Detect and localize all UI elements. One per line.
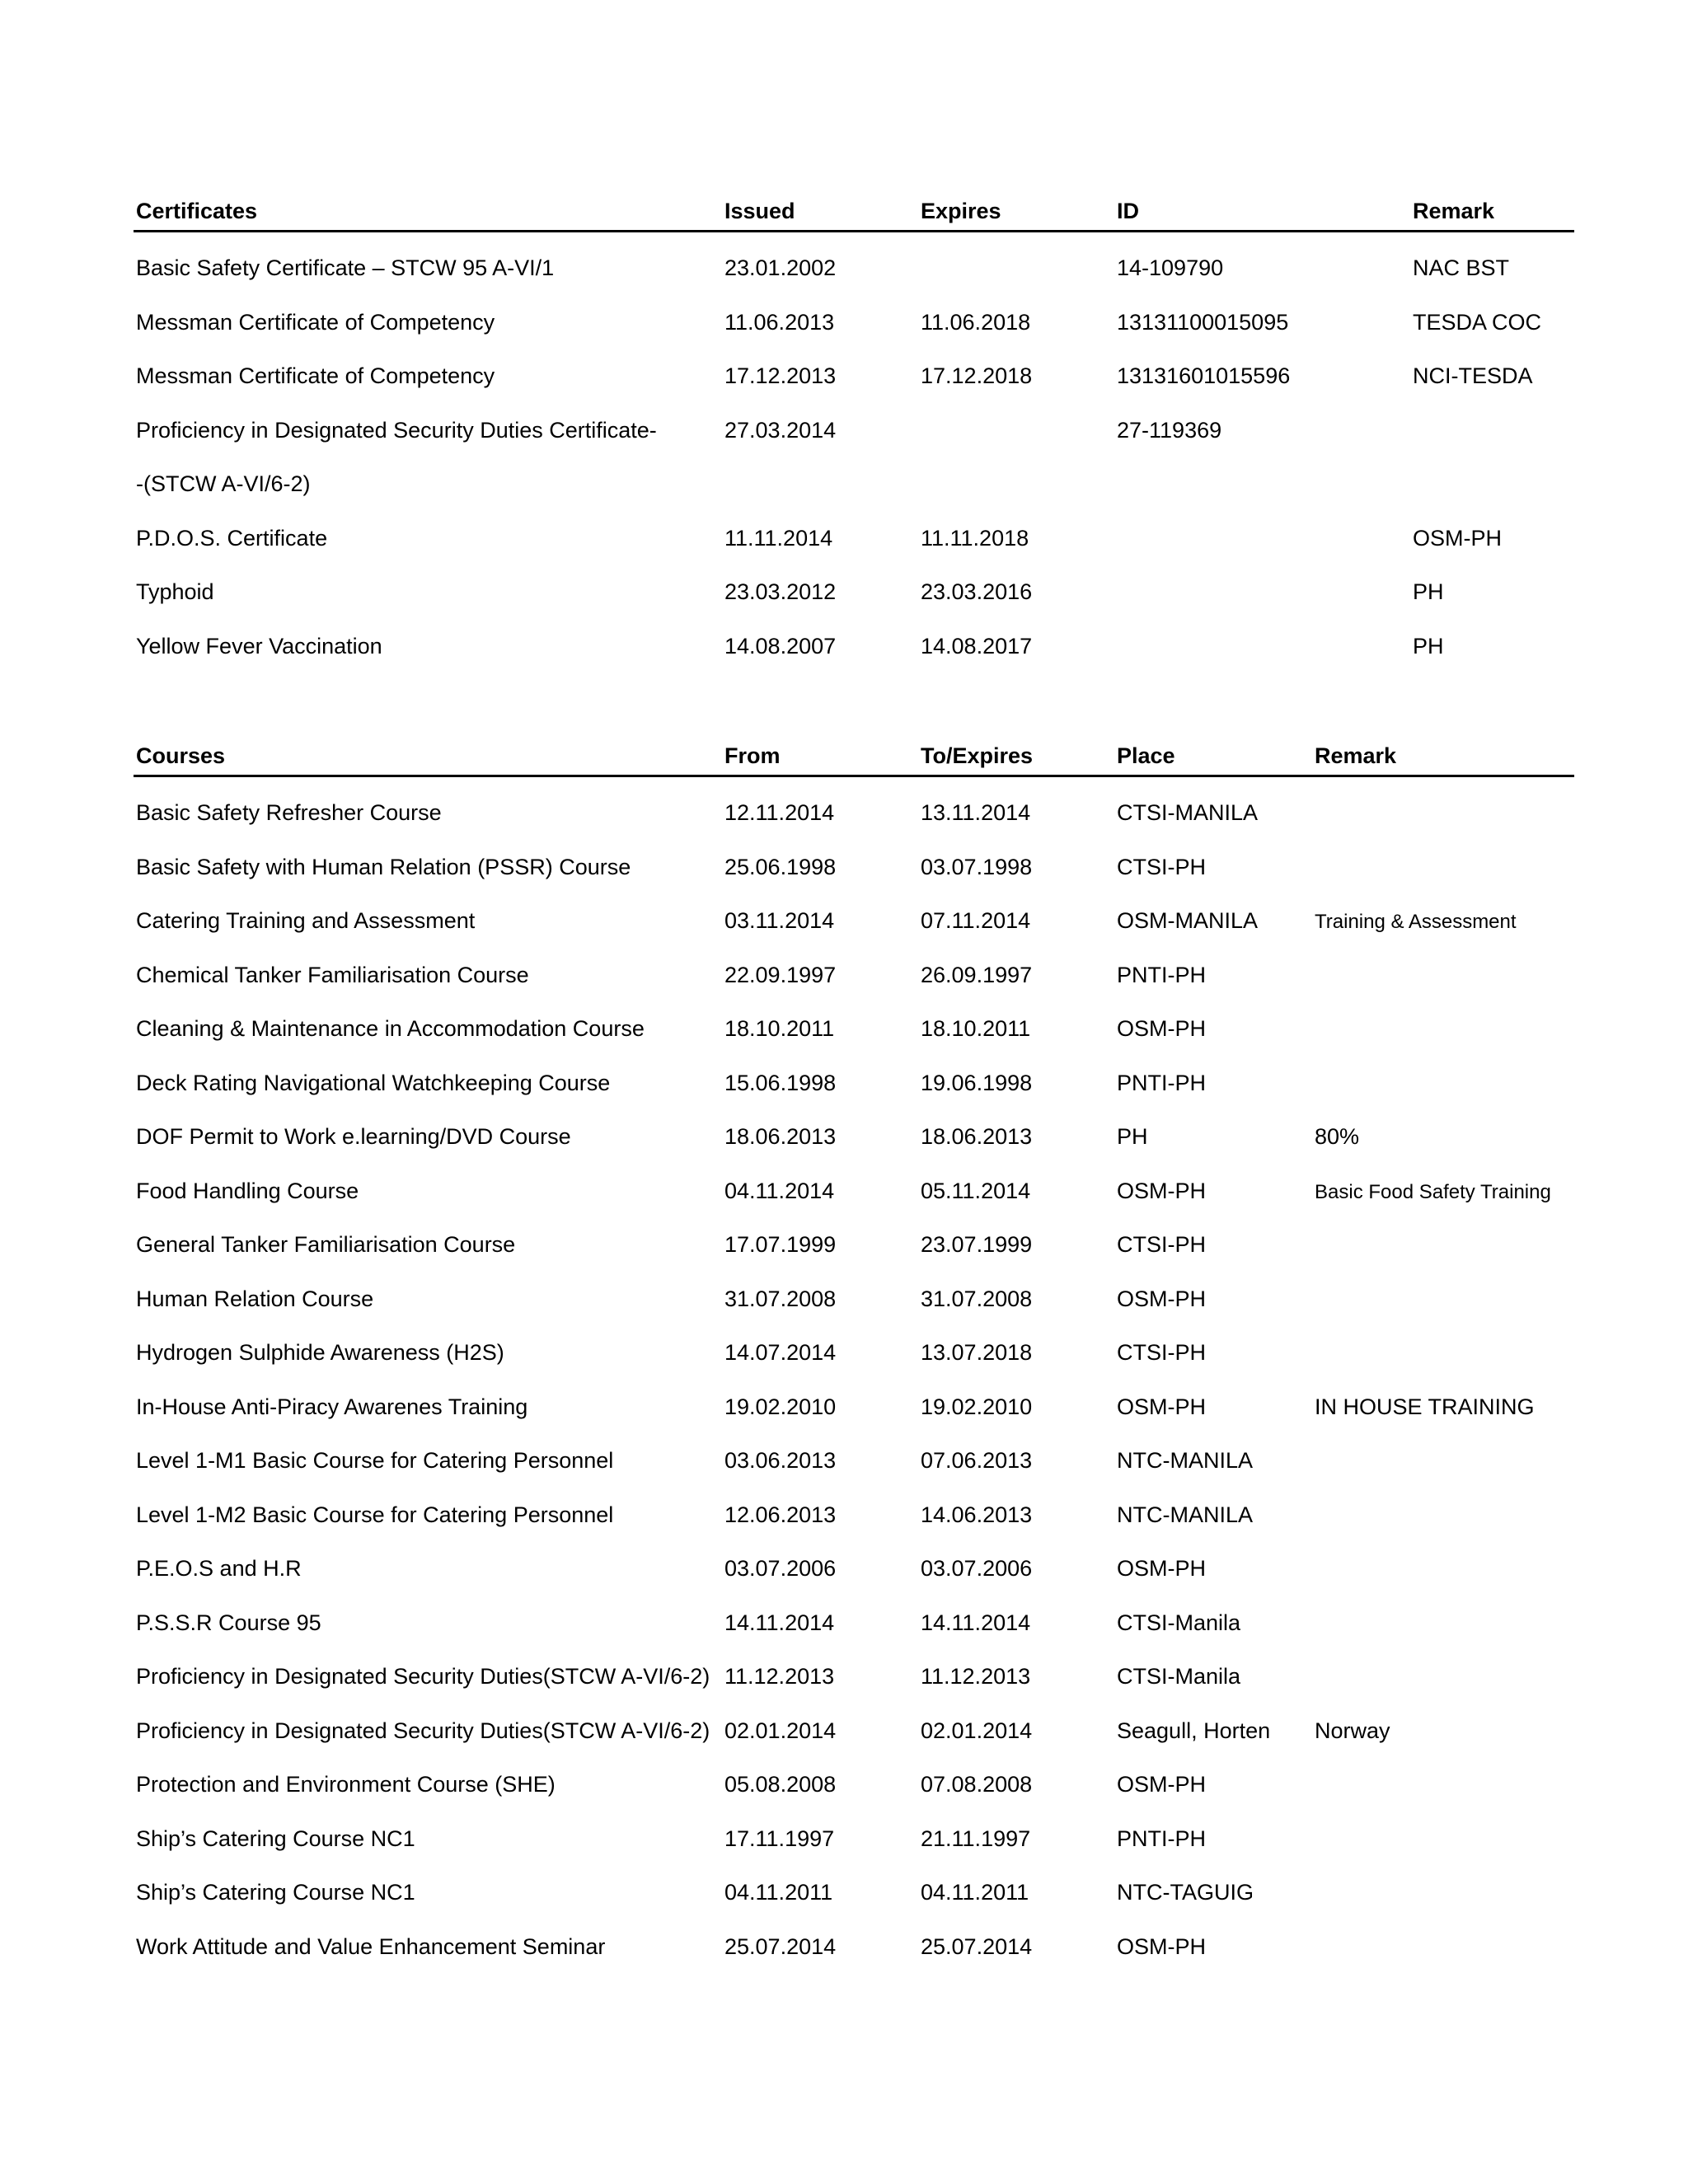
place: CTSI-PH (1117, 1232, 1206, 1257)
to-expires-date: 21.11.1997 (921, 1825, 1031, 1851)
course-name: P.S.S.R Course 95 (136, 1610, 321, 1635)
courses-table (134, 736, 1574, 1971)
from-date: 04.11.2014 (724, 1178, 835, 1203)
to-expires-date: 31.07.2008 (921, 1286, 1033, 1311)
place: OSM-MANILA (1117, 908, 1259, 933)
issued-date: 17.12.2013 (724, 363, 837, 388)
courses-header-row (134, 736, 1574, 777)
place: OSM-PH (1117, 1933, 1206, 1959)
course-name: Ship’s Catering Course NC1 (136, 1825, 415, 1851)
course-name: Ship’s Catering Course NC1 (136, 1880, 415, 1905)
table-row (134, 892, 1574, 946)
remark: OSM-PH (1413, 525, 1502, 551)
to-expires-date: 13.11.2014 (921, 800, 1031, 825)
course-name: DOF Permit to Work e.learning/DVD Course (136, 1124, 571, 1149)
table-row (134, 347, 1574, 401)
place: PNTI-PH (1117, 1070, 1206, 1095)
table-row (134, 1000, 1574, 1054)
from-date: 19.02.2010 (724, 1394, 837, 1419)
from-date: 03.06.2013 (724, 1448, 837, 1473)
table-row (134, 1702, 1574, 1756)
place: CTSI-MANILA (1117, 800, 1259, 825)
course-name: Level 1-M1 Basic Course for Catering Personnel (136, 1448, 614, 1473)
place: OSM-PH (1117, 1178, 1206, 1203)
course-name: P.E.O.S and H.R (136, 1556, 302, 1581)
expires-date: 23.03.2016 (921, 579, 1033, 604)
to-expires-date: 18.06.2013 (921, 1124, 1033, 1149)
certificate-name: P.D.O.S. Certificate (136, 525, 328, 551)
place: CTSI-PH (1117, 854, 1206, 879)
from-date: 11.12.2013 (724, 1664, 835, 1689)
table-row (134, 563, 1574, 617)
from-date: 04.11.2011 (724, 1880, 833, 1905)
place: OSM-PH (1117, 1394, 1206, 1419)
header-expires: Expires (921, 199, 1001, 223)
expires-date: 17.12.2018 (921, 363, 1033, 388)
expires-date: 14.08.2017 (921, 633, 1033, 658)
table-row (134, 1647, 1574, 1702)
from-date: 17.07.1999 (724, 1232, 837, 1257)
table-row (134, 1755, 1574, 1810)
from-date: 18.06.2013 (724, 1124, 837, 1149)
expires-date: 11.11.2018 (921, 525, 1029, 551)
table-row (134, 1108, 1574, 1162)
table-row (134, 617, 1574, 672)
header-issued: Issued (724, 199, 795, 223)
place: PNTI-PH (1117, 1825, 1206, 1851)
remark: NAC BST (1413, 255, 1510, 280)
certificate-name: -(STCW A-VI/6-2) (136, 471, 311, 496)
place: PH (1117, 1124, 1148, 1149)
course-name: Basic Safety with Human Relation (PSSR) Course (136, 854, 631, 879)
table-row (134, 293, 1574, 348)
remark: PH (1413, 633, 1444, 658)
place: OSM-PH (1117, 1556, 1206, 1581)
certificate-name: Yellow Fever Vaccination (136, 633, 382, 658)
issued-date: 11.11.2014 (724, 525, 833, 551)
certificate-id: 13131100015095 (1117, 309, 1289, 335)
place: Seagull, Horten (1117, 1718, 1271, 1743)
table-row (134, 1486, 1574, 1540)
table-row (134, 1540, 1574, 1594)
table-row (134, 509, 1574, 564)
to-expires-date: 19.02.2010 (921, 1394, 1033, 1419)
from-date: 18.10.2011 (724, 1016, 835, 1041)
to-expires-date: 07.08.2008 (921, 1772, 1033, 1797)
from-date: 22.09.1997 (724, 962, 837, 987)
remark: Training & Assessment (1315, 911, 1517, 933)
table-row (134, 1378, 1574, 1432)
course-name: Hydrogen Sulphide Awareness (H2S) (136, 1340, 504, 1365)
table-row (134, 455, 1574, 509)
header-certificates: Certificates (136, 199, 258, 223)
certificates-header-row (134, 191, 1574, 232)
from-date: 05.08.2008 (724, 1772, 837, 1797)
header-to-expires: To/Expires (921, 743, 1034, 768)
place: OSM-PH (1117, 1772, 1206, 1797)
to-expires-date: 07.11.2014 (921, 908, 1031, 933)
course-name: Human Relation Course (136, 1286, 374, 1311)
from-date: 17.11.1997 (724, 1825, 835, 1851)
place: PNTI-PH (1117, 962, 1206, 987)
place: OSM-PH (1117, 1016, 1206, 1041)
place: NTC-MANILA (1117, 1502, 1254, 1527)
from-date: 03.07.2006 (724, 1556, 837, 1581)
remark: Norway (1315, 1718, 1390, 1743)
certificate-name: Messman Certificate of Competency (136, 363, 495, 388)
certificate-id: 27-119369 (1117, 417, 1222, 443)
remark: Basic Food Safety Training (1315, 1180, 1551, 1203)
table-row (134, 1054, 1574, 1108)
header-from: From (724, 743, 781, 768)
to-expires-date: 03.07.2006 (921, 1556, 1033, 1581)
header-courses: Courses (136, 743, 226, 768)
course-name: Cleaning & Maintenance in Accommodation Course (136, 1016, 645, 1041)
from-date: 25.06.1998 (724, 854, 837, 879)
table-row (134, 1918, 1574, 1972)
courses-rows (134, 784, 1574, 1971)
to-expires-date: 26.09.1997 (921, 962, 1033, 987)
expires-date: 11.06.2018 (921, 309, 1031, 335)
table-row (134, 1162, 1574, 1216)
from-date: 31.07.2008 (724, 1286, 837, 1311)
remark: TESDA COC (1413, 309, 1542, 335)
place: CTSI-Manila (1117, 1610, 1241, 1635)
remark: 80% (1315, 1124, 1360, 1149)
table-row (134, 946, 1574, 1001)
to-expires-date: 18.10.2011 (921, 1016, 1031, 1041)
course-name: Catering Training and Assessment (136, 908, 476, 933)
table-row (134, 1810, 1574, 1864)
header-remark: Remark (1413, 199, 1495, 223)
header-place: Place (1117, 743, 1175, 768)
table-row (134, 838, 1574, 893)
to-expires-date: 07.06.2013 (921, 1448, 1033, 1473)
table-row (134, 1432, 1574, 1486)
certificates-table (134, 191, 1574, 671)
table-row (134, 1216, 1574, 1270)
table-row (134, 239, 1574, 293)
table-row (134, 1594, 1574, 1648)
to-expires-date: 23.07.1999 (921, 1232, 1033, 1257)
course-name: Proficiency in Designated Security Duties(STCW A-VI/6-2) (136, 1718, 710, 1743)
to-expires-date: 13.07.2018 (921, 1340, 1033, 1365)
certificate-name: Proficiency in Designated Security Duties Certificate- (136, 417, 657, 443)
certificate-id: 14-109790 (1117, 255, 1224, 280)
course-name: Chemical Tanker Familiarisation Course (136, 962, 529, 987)
from-date: 14.07.2014 (724, 1340, 837, 1365)
to-expires-date: 14.06.2013 (921, 1502, 1033, 1527)
to-expires-date: 05.11.2014 (921, 1178, 1031, 1203)
from-date: 02.01.2014 (724, 1718, 837, 1743)
certificates-rows (134, 239, 1574, 671)
to-expires-date: 19.06.1998 (921, 1070, 1033, 1095)
from-date: 14.11.2014 (724, 1610, 835, 1635)
table-row (134, 1324, 1574, 1378)
place: NTC-TAGUIG (1117, 1880, 1254, 1905)
course-name: In-House Anti-Piracy Awarenes Training (136, 1394, 528, 1419)
remark: PH (1413, 579, 1444, 604)
to-expires-date: 03.07.1998 (921, 854, 1033, 879)
from-date: 12.06.2013 (724, 1502, 837, 1527)
from-date: 25.07.2014 (724, 1933, 837, 1959)
issued-date: 23.01.2002 (724, 255, 837, 280)
certificate-id: 13131601015596 (1117, 363, 1291, 388)
course-name: Deck Rating Navigational Watchkeeping Course (136, 1070, 611, 1095)
certificate-name: Messman Certificate of Competency (136, 309, 495, 335)
course-name: Basic Safety Refresher Course (136, 800, 442, 825)
issued-date: 27.03.2014 (724, 417, 837, 443)
to-expires-date: 14.11.2014 (921, 1610, 1031, 1635)
course-name: Work Attitude and Value Enhancement Seminar (136, 1933, 606, 1959)
table-row (134, 401, 1574, 456)
place: CTSI-PH (1117, 1340, 1206, 1365)
course-name: Protection and Environment Course (SHE) (136, 1772, 556, 1797)
from-date: 03.11.2014 (724, 908, 835, 933)
to-expires-date: 11.12.2013 (921, 1664, 1031, 1689)
place: NTC-MANILA (1117, 1448, 1254, 1473)
course-name: Food Handling Course (136, 1178, 359, 1203)
place: CTSI-Manila (1117, 1664, 1241, 1689)
table-row (134, 1863, 1574, 1918)
issued-date: 11.06.2013 (724, 309, 835, 335)
table-row (134, 784, 1574, 838)
to-expires-date: 02.01.2014 (921, 1718, 1033, 1743)
to-expires-date: 25.07.2014 (921, 1933, 1033, 1959)
place: OSM-PH (1117, 1286, 1206, 1311)
certificate-name: Basic Safety Certificate – STCW 95 A-VI/1 (136, 255, 555, 280)
header-id: ID (1117, 199, 1139, 223)
course-name: Level 1-M2 Basic Course for Catering Personnel (136, 1502, 614, 1527)
remark: IN HOUSE TRAINING (1315, 1394, 1535, 1419)
course-name: General Tanker Familiarisation Course (136, 1232, 516, 1257)
table-row (134, 1270, 1574, 1324)
certificate-name: Typhoid (136, 579, 214, 604)
remark: NCI-TESDA (1413, 363, 1533, 388)
course-name: Proficiency in Designated Security Duties(STCW A-VI/6-2) (136, 1664, 710, 1689)
issued-date: 23.03.2012 (724, 579, 837, 604)
from-date: 12.11.2014 (724, 800, 835, 825)
to-expires-date: 04.11.2011 (921, 1880, 1029, 1905)
from-date: 15.06.1998 (724, 1070, 837, 1095)
issued-date: 14.08.2007 (724, 633, 837, 658)
header-remark: Remark (1315, 743, 1397, 768)
